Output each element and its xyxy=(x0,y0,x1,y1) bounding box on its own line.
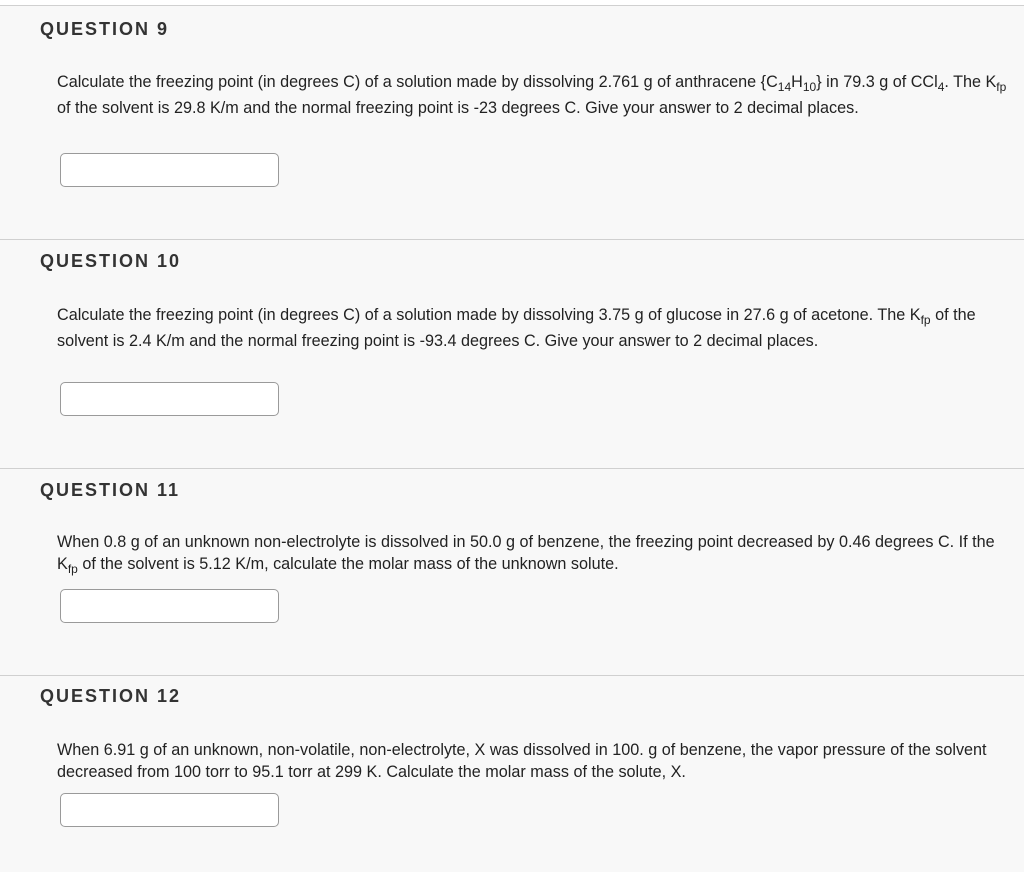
question-9-text xyxy=(57,69,1016,121)
question-10-text-part: of the solvent is 2.4 K/m and the normal freezing point is -93.4 degrees C. Give your answer to 2 decimal places. xyxy=(57,306,976,350)
question-9-subscript: 4 xyxy=(937,80,945,94)
question-12-header: QUESTION 12 xyxy=(40,686,182,706)
question-12-text xyxy=(57,739,1016,783)
question-12-text-part: When 6.91 g of an unknown, non-volatile, non-electrolyte, X was dissolved in 100. g of benzene, the vapor pressure of the solvent decreased from 100 torr to 95.1 torr at 299 K. Calculate the molar mass of the solute, X. xyxy=(57,741,987,781)
question-11-subscript: fp xyxy=(67,562,78,576)
question-9-subscript: 10 xyxy=(802,80,817,94)
question-9-text-part: . The K xyxy=(944,73,997,91)
question-9-panel xyxy=(0,5,1024,239)
question-9-header: QUESTION 9 xyxy=(40,19,170,39)
question-10-panel xyxy=(0,239,1024,468)
question-11-answer-input[interactable] xyxy=(60,589,279,623)
question-9-text-part: of the solvent is 29.8 K/m and the normal freezing point is -23 degrees C. Give your answer to 2 decimal places. xyxy=(57,99,859,117)
question-11-text xyxy=(57,531,1016,575)
question-10-subscript: fp xyxy=(920,313,931,327)
question-11-text-part: When 0.8 g of an unknown non-electrolyte is dissolved in 50.0 g of benzene, the freezing point decreased by 0.46 degrees C. If the K xyxy=(57,533,995,573)
question-9-text-part: Calculate the freezing point (in degrees C) of a solution made by dissolving 2.761 g of anthracene {C xyxy=(57,73,778,91)
question-9-subscript: 14 xyxy=(777,80,792,94)
question-12-panel xyxy=(0,675,1024,872)
question-11-text-part: of the solvent is 5.12 K/m, calculate the molar mass of the unknown solute. xyxy=(77,555,619,573)
question-12-answer-input[interactable] xyxy=(60,793,279,827)
question-9-text-part: } in 79.3 g of CCl xyxy=(816,73,938,91)
question-10-answer-input[interactable] xyxy=(60,382,279,416)
question-11-header: QUESTION 11 xyxy=(40,480,181,500)
question-11-panel xyxy=(0,468,1024,675)
question-10-text xyxy=(57,302,1016,354)
question-10-header: QUESTION 10 xyxy=(40,251,182,271)
question-10-text-part: Calculate the freezing point (in degrees C) of a solution made by dissolving 3.75 g of glucose in 27.6 g of acetone. The K xyxy=(57,306,921,324)
question-9-text-part: H xyxy=(791,73,803,91)
question-9-answer-input[interactable] xyxy=(60,153,279,187)
question-9-subscript: fp xyxy=(996,80,1007,94)
